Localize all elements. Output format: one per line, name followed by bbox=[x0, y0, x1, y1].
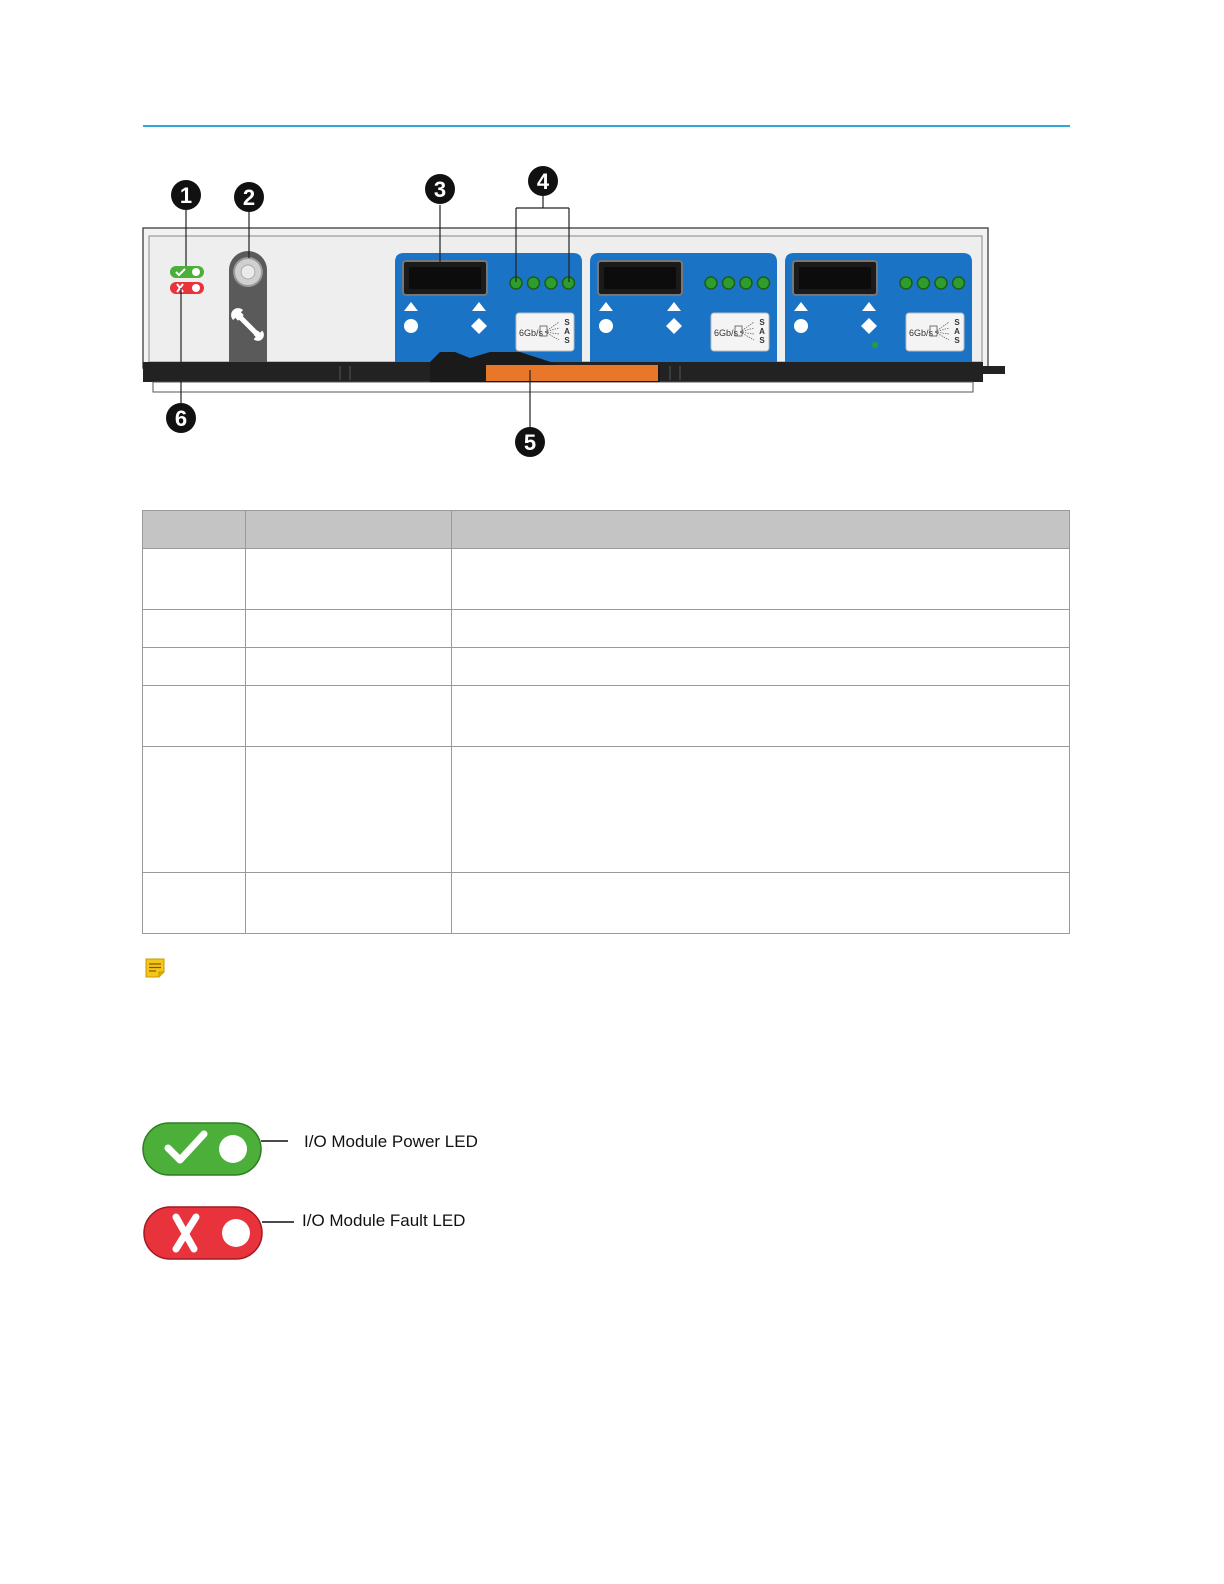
table-row bbox=[143, 747, 1070, 873]
callout-5 bbox=[515, 427, 545, 457]
table-row bbox=[143, 549, 1070, 610]
port-link-led bbox=[953, 277, 965, 289]
svg-text:2: 2 bbox=[242, 185, 256, 210]
table-row bbox=[143, 686, 1070, 747]
svg-text:S: S bbox=[954, 336, 960, 345]
svg-text:6Gb/s: 6Gb/s bbox=[519, 328, 544, 338]
port-link-led bbox=[545, 277, 557, 289]
port-link-led bbox=[758, 277, 770, 289]
port-link-led bbox=[705, 277, 717, 289]
fault-led-label: I/O Module Fault LED bbox=[302, 1211, 466, 1230]
component-table bbox=[142, 510, 1070, 934]
callout-3 bbox=[425, 174, 455, 204]
port-link-led bbox=[918, 277, 930, 289]
svg-text:6Gb/s: 6Gb/s bbox=[714, 328, 739, 338]
port-link-led bbox=[740, 277, 752, 289]
callout-6 bbox=[166, 403, 196, 433]
table-header-cell bbox=[452, 511, 1070, 549]
callout-1 bbox=[171, 180, 201, 210]
status-dot bbox=[872, 342, 878, 348]
svg-text:1: 1 bbox=[179, 183, 193, 208]
svg-text:A: A bbox=[564, 327, 570, 336]
sas-port-panel-1 bbox=[395, 253, 582, 362]
svg-text:S: S bbox=[759, 336, 765, 345]
power-led-label: I/O Module Power LED bbox=[304, 1132, 478, 1151]
svg-text:6: 6 bbox=[174, 406, 188, 431]
sas-port-panel-2 bbox=[590, 253, 777, 362]
note-icon bbox=[145, 958, 165, 978]
svg-text:3: 3 bbox=[433, 177, 447, 202]
callout-2 bbox=[234, 182, 264, 212]
svg-text:S: S bbox=[954, 318, 960, 327]
svg-text:5: 5 bbox=[523, 430, 537, 455]
port-link-led bbox=[528, 277, 540, 289]
table-row bbox=[143, 648, 1070, 686]
svg-text:S: S bbox=[564, 318, 570, 327]
svg-text:6Gb/s: 6Gb/s bbox=[909, 328, 934, 338]
fault-led-icon bbox=[140, 1203, 300, 1261]
sas-badge bbox=[906, 313, 964, 351]
fault-led-legend bbox=[140, 1203, 466, 1266]
port-link-led bbox=[723, 277, 735, 289]
io-module-diagram bbox=[0, 0, 1224, 470]
table-row bbox=[143, 873, 1070, 934]
sas-badge bbox=[516, 313, 574, 351]
svg-text:A: A bbox=[759, 327, 765, 336]
table-header-cell bbox=[246, 511, 452, 549]
svg-text:4: 4 bbox=[536, 169, 550, 194]
table-header-cell bbox=[143, 511, 246, 549]
release-handle bbox=[486, 365, 658, 381]
power-led-icon bbox=[140, 1120, 300, 1178]
port-link-led bbox=[900, 277, 912, 289]
port-link-led bbox=[935, 277, 947, 289]
power-led-legend bbox=[140, 1120, 478, 1183]
sas-port-panel-3 bbox=[785, 253, 972, 362]
svg-text:S: S bbox=[564, 336, 570, 345]
svg-text:A: A bbox=[954, 327, 960, 336]
callout-4 bbox=[528, 166, 558, 196]
sas-badge bbox=[711, 313, 769, 351]
table-row bbox=[143, 610, 1070, 648]
service-button-panel bbox=[228, 251, 267, 362]
svg-text:S: S bbox=[759, 318, 765, 327]
table-header-row bbox=[143, 511, 1070, 549]
